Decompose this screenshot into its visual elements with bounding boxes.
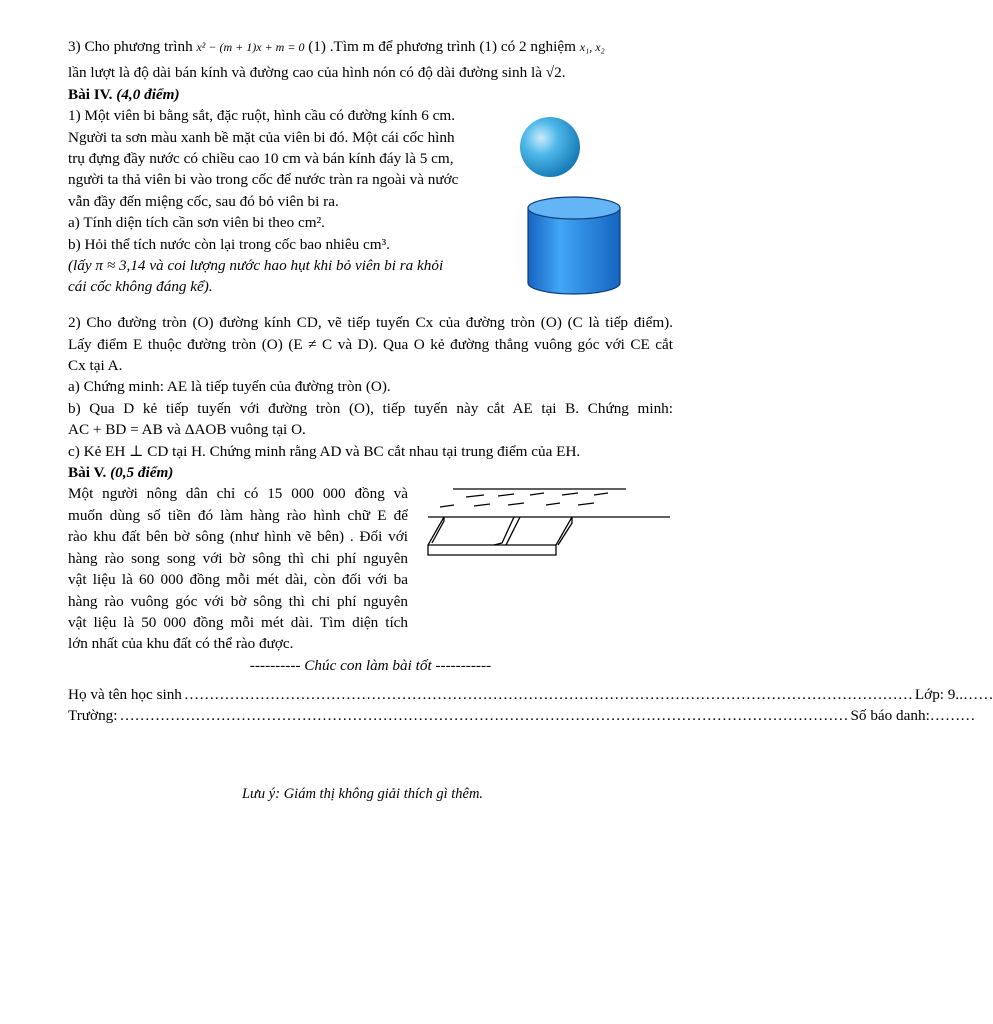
bai5-heading: Bài V. (0,5 điểm) xyxy=(68,464,174,482)
part3-line2: lần lượt là độ dài bán kính và đường cao của hình nón có độ dài đường sinh là √2. xyxy=(68,64,566,82)
school-label: Trường: xyxy=(68,707,118,725)
school-row xyxy=(68,705,976,726)
e-fence xyxy=(428,517,572,555)
part3-line1: 3) Cho phương trình x² − (m + 1)x + m = 0 (1) .Tìm m để phương trình (1) có 2 nghiệm x₁, x₂ xyxy=(68,38,605,55)
bai5-text xyxy=(68,483,408,654)
figure-svg xyxy=(478,105,673,305)
class-dots[interactable]: ..…… xyxy=(955,686,993,704)
river-bank-lines xyxy=(428,489,670,517)
q1-note-1: (lấy π ≈ 3,14 và coi lượng nước hao hụt khi bỏ viên bi ra khỏi xyxy=(68,257,444,275)
bai5-line: hàng rào vuông góc với bờ sông thì chi phí nguyên xyxy=(68,592,408,610)
bai5-line: rào khu đất bên bờ sông (như hình vẽ bên) . Đối với xyxy=(68,528,408,546)
good-luck-wish: ---------- Chúc con làm bài tốt ----------- xyxy=(249,656,492,674)
q2-line: 2) Cho đường tròn (O) đường kính CD, vẽ tiếp tuyến Cx của đường tròn (O) (C là tiếp điểm). xyxy=(68,314,673,332)
proctor-note: Lưu ý: Giám thị không giải thích gì thêm. xyxy=(241,786,484,802)
q2-line: AC + BD = AB và ΔAOB vuông tại O. xyxy=(68,421,306,439)
bai4-q1-text xyxy=(68,105,478,310)
q1-note-2: cái cốc không đáng kể). xyxy=(68,278,213,296)
school-dots[interactable]: ……………………………………………………………………………………………………………………………… xyxy=(119,707,849,725)
fence-svg xyxy=(408,483,673,583)
student-name-dots[interactable]: ……………………………………………………………………………………………………………………………… xyxy=(183,686,913,704)
class-label: Lớp: 9 xyxy=(914,686,956,704)
sphere-cylinder-figure xyxy=(478,105,673,310)
q1-b: b) Hỏi thể tích nước còn lại trong cốc bao nhiêu cm³. xyxy=(68,235,390,253)
q2-line: Cx tại A. xyxy=(68,357,123,375)
cylinder-body-icon xyxy=(528,208,620,294)
bai5-line: lớn nhất của khu đất có thể rào được. xyxy=(68,635,294,653)
q2-line: a) Chứng minh: AE là tiếp tuyến của đường tròn (O). xyxy=(68,378,391,396)
bai5-line: vật liệu là 50 000 đồng mỗi mét dài. Tìm diện tích xyxy=(68,613,408,631)
student-name-label: Họ và tên học sinh xyxy=(68,686,182,704)
exam-page xyxy=(68,36,993,726)
q1-a: a) Tính diện tích cần sơn viên bi theo cm². xyxy=(68,214,325,232)
student-name-row xyxy=(68,684,993,705)
bai5-block xyxy=(68,483,673,654)
q1-line: 1) Một viên bi bằng sắt, đặc ruột, hình cầu có đường kính 6 cm. xyxy=(68,107,456,125)
bai4-q1-block xyxy=(68,105,673,310)
q1-line: trụ đựng đầy nước có chiều cao 10 cm và bán kính đáy là 5 cm, xyxy=(68,150,454,168)
sbd-dots[interactable]: ……… xyxy=(929,707,976,725)
bai4-heading: Bài IV. (4,0 điểm) xyxy=(68,85,180,103)
equation: x² − (m + 1)x + m = 0 xyxy=(196,40,305,54)
sphere-icon xyxy=(520,117,580,177)
bai5-line: hàng rào song song với bờ sông thì chi phí nguyên xyxy=(68,549,408,567)
bai4-q2-block xyxy=(68,312,673,462)
cylinder-top-icon xyxy=(528,197,620,219)
roots: x₁, x₂ xyxy=(579,40,605,54)
q1-line: vẫn đầy đến miệng cốc, sau đó bỏ viên bi ra. xyxy=(68,192,339,210)
q1-line: Người ta sơn màu xanh bề mặt của viên bi đó. Một cái cốc hình xyxy=(68,128,455,146)
q1-line: người ta thả viên bi vào trong cốc để nước tràn ra ngoài và nước xyxy=(68,171,459,189)
q2-line: c) Kẻ EH ⊥ CD tại H. Chứng minh rằng AD và BC cắt nhau tại trung điểm của EH. xyxy=(68,442,581,460)
q2-line: b) Qua D kẻ tiếp tuyến với đường tròn (O), tiếp tuyến này cắt AE tại B. Chứng minh: xyxy=(68,399,673,417)
bai5-line: Một người nông dân chỉ có 15 000 000 đồng và xyxy=(68,485,408,503)
fence-figure xyxy=(408,483,673,654)
bai5-line: muốn dùng số tiền đó làm hàng rào hình chữ E để xyxy=(68,506,408,524)
q2-line: Lấy điểm E thuộc đường tròn (O) (E ≠ C và D). Qua O kẻ đường thẳng vuông góc với CE cắt xyxy=(68,335,673,353)
bai5-line: vật liệu là 60 000 đồng mỗi mét dài, còn đối với ba xyxy=(68,571,408,589)
sbd-label: Số báo danh: xyxy=(850,707,930,725)
sqrt2: √2 xyxy=(545,64,562,82)
